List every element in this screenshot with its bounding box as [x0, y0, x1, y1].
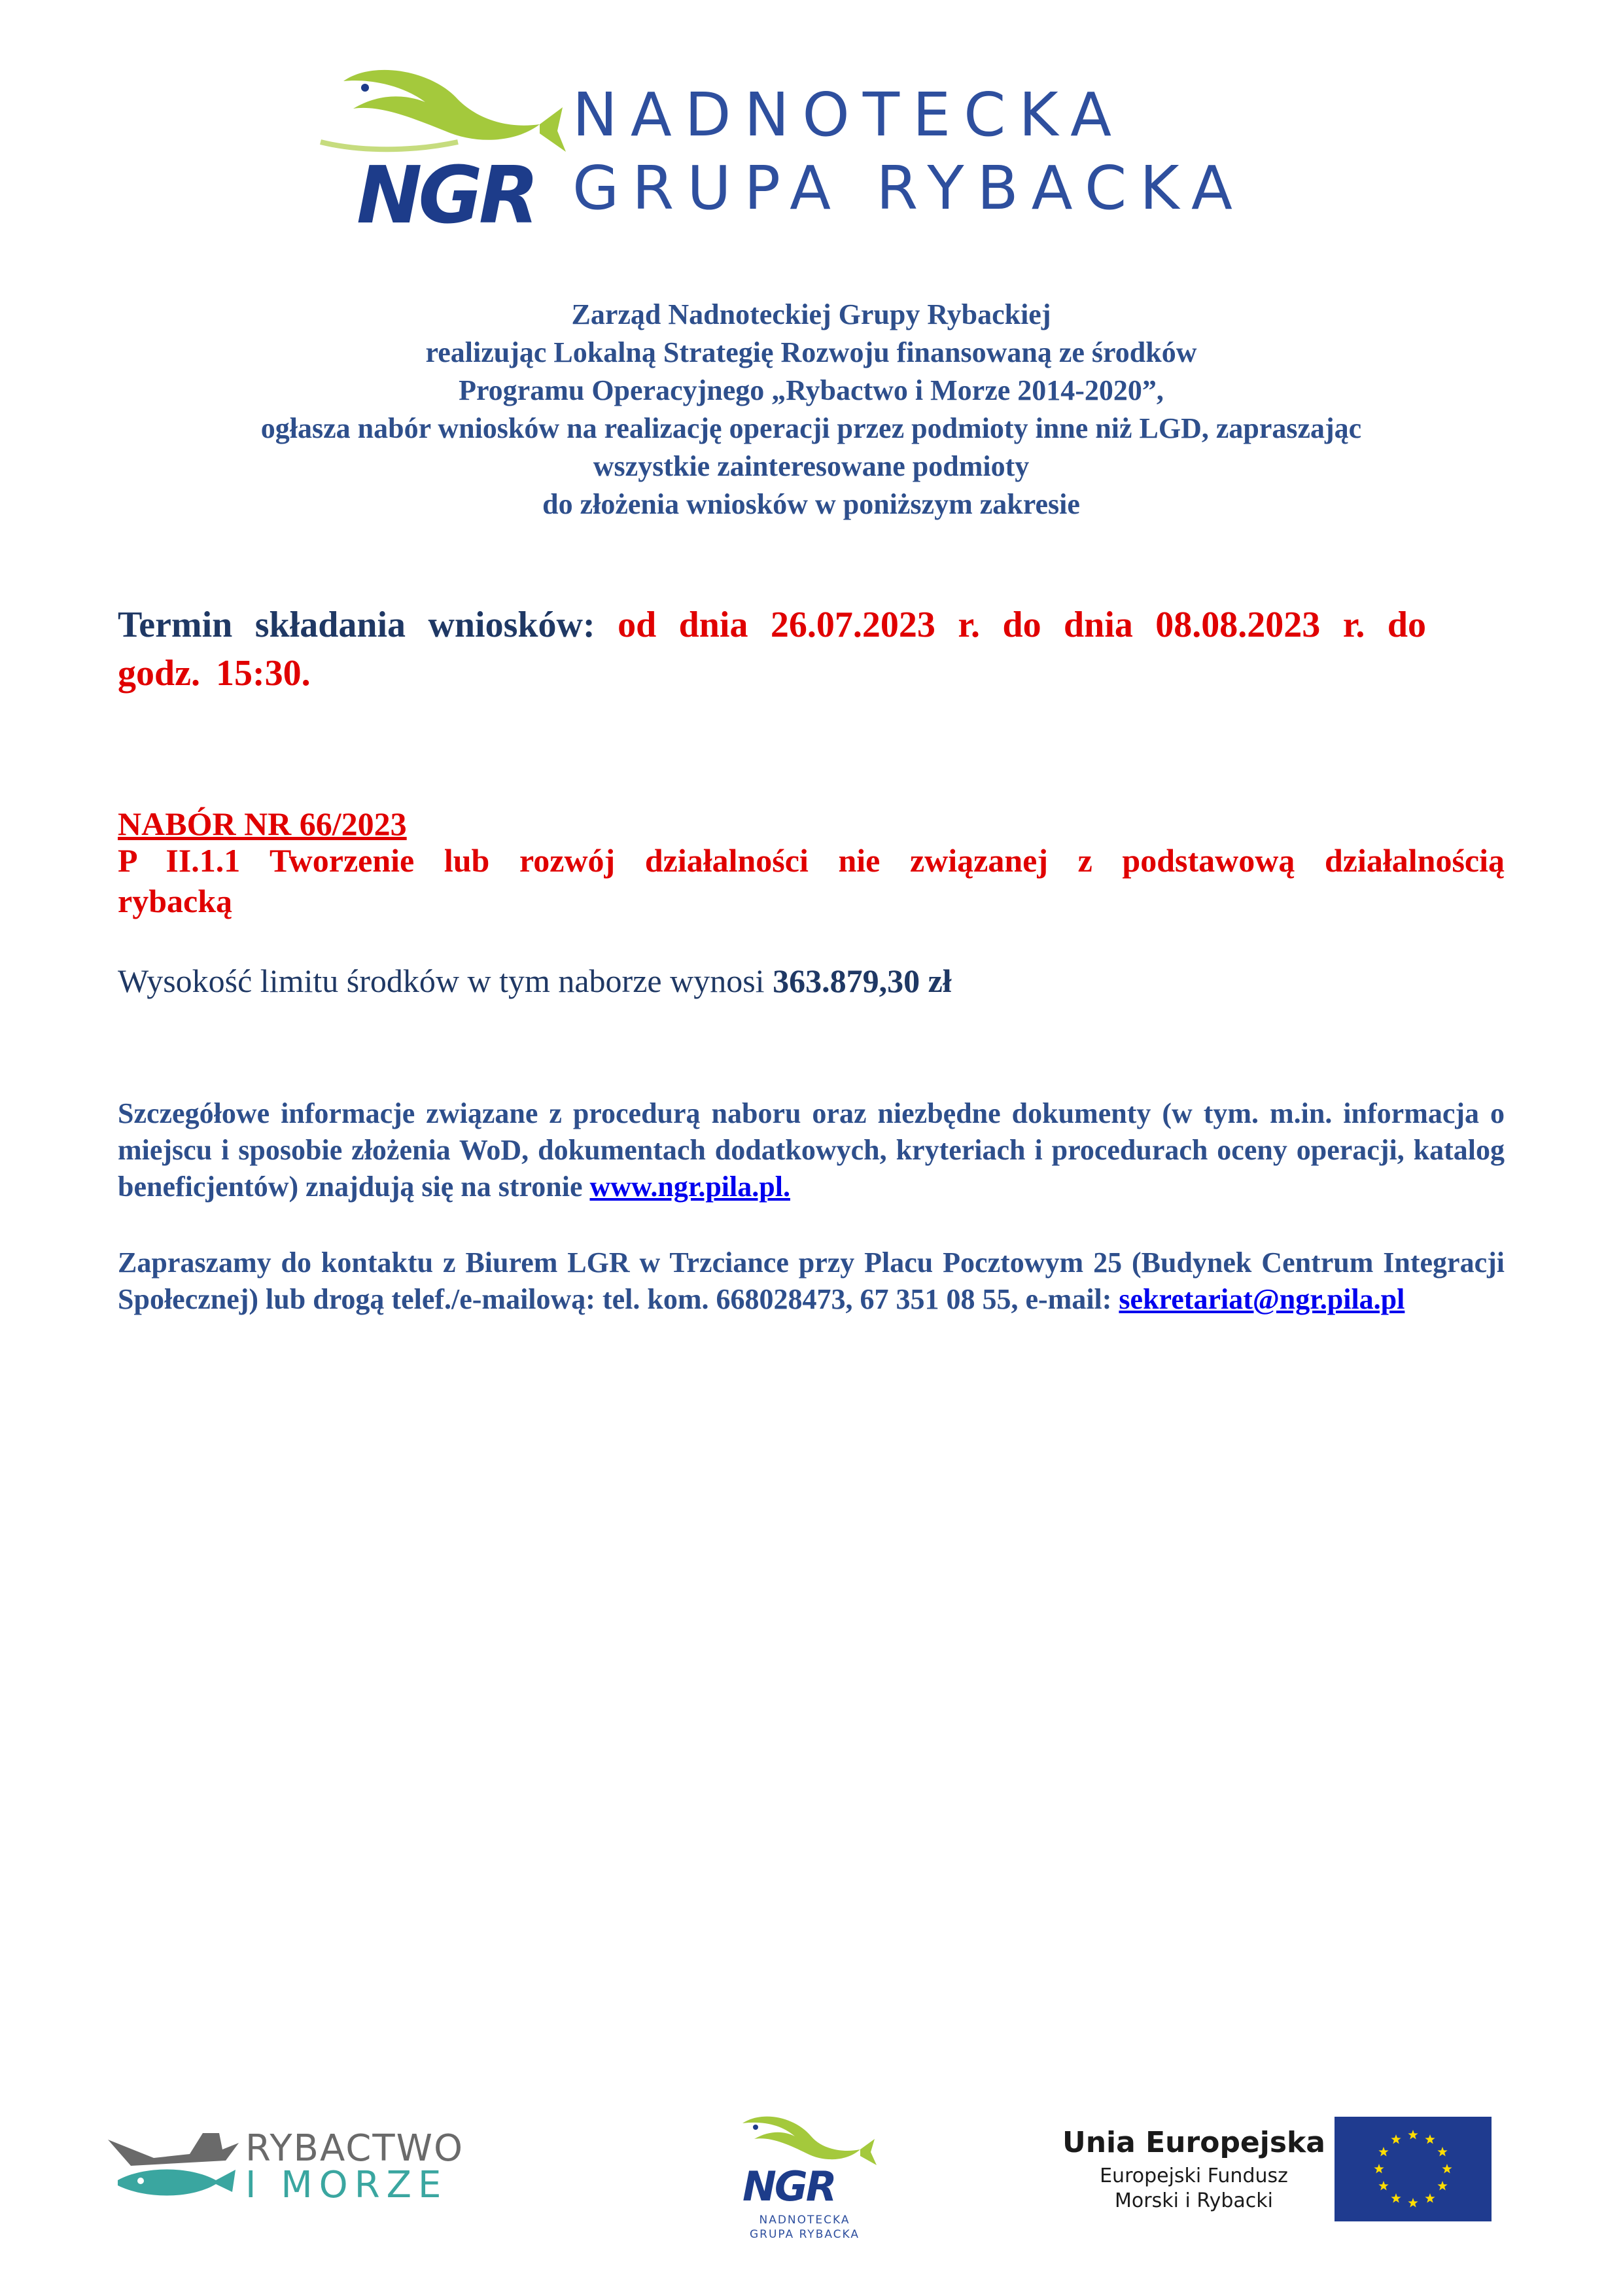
- website-link[interactable]: www.ngr.pila.pl.: [589, 1171, 790, 1203]
- eu-flag-icon: [1335, 2117, 1492, 2221]
- intro-line: do złożenia wniosków w poniższym zakresie: [542, 488, 1080, 520]
- limit-amount: 363.879,30 zł: [773, 963, 952, 999]
- intro-line: ogłasza nabór wniosków na realizację operacji przez podmioty inne niż LGD, zapraszając: [260, 412, 1362, 444]
- details-text: Szczegółowe informacje związane z procedurą naboru oraz niezbędne dokumenty (w tym. m.in. informacja o miejscu i sposobie złożenia WoD, dokumentach dodatkowych, kryteriach i procedurach oceny operacji, katalog beneficjentów) znajdują się na stronie: [118, 1097, 1505, 1203]
- ngr-footer-mark: NGR: [742, 2163, 835, 2210]
- nabor-description: P II.1.1 Tworzenie lub rozwój działalności nie związanej z podstawową działalnością rybacką: [118, 842, 1505, 919]
- logo-title-line1: NADNOTECKA: [572, 80, 1125, 150]
- rybactwo-text: RYBACTWO: [245, 2127, 464, 2170]
- i-morze-text: I MORZE: [245, 2164, 448, 2206]
- nabor-title: NABÓR NR 66/2023: [118, 805, 407, 842]
- ngr-footer-logo: [729, 2110, 880, 2241]
- ngr-logo-mark: NGR: [357, 150, 536, 241]
- contact-text: Zapraszamy do kontaktu z Biurem LGR w Trzciance przy Placu Pocztowym 25 (Budynek Centrum Integracji Społecznej) lub drogą telef./e-mailową: tel. kom. 668028473, 67 351 08 55, e-mail:: [118, 1246, 1505, 1315]
- intro-line: realizując Lokalną Strategię Rozwoju finansowaną ze środków: [425, 336, 1197, 368]
- ngr-footer-line1: NADNOTECKA: [759, 2214, 850, 2227]
- deadline: [118, 601, 1426, 698]
- eu-text: [1060, 2127, 1328, 2213]
- eu-title: Unia Europejska: [1062, 2126, 1325, 2159]
- header-logo: [281, 54, 1263, 243]
- intro-line: wszystkie zainteresowane podmioty: [593, 450, 1030, 482]
- limit-text: Wysokość limitu środków w tym naborze wynosi: [118, 963, 765, 999]
- funding-limit: [118, 961, 952, 1001]
- eu-fund-line1: Europejski Fundusz: [1100, 2164, 1288, 2187]
- details-paragraph: [118, 1095, 1505, 1205]
- rybactwo-i-morze-logo: [105, 2120, 464, 2206]
- ngr-footer-line2: GRUPA RYBACKA: [749, 2228, 860, 2241]
- contact-paragraph: [118, 1245, 1505, 1318]
- logo-title-line2: GRUPA RYBACKA: [572, 153, 1246, 223]
- intro-line: Programu Operacyjnego „Rybactwo i Morze 2014-2020”,: [459, 374, 1164, 406]
- eu-fund-line2: Morski i Rybacki: [1115, 2189, 1273, 2213]
- intro-block: [118, 296, 1505, 523]
- deadline-label: Termin składania wniosków:: [118, 605, 595, 645]
- deadline-value: od dnia 26.07.2023 r. do dnia 08.08.2023 r. do godz. 15:30.: [118, 605, 1426, 694]
- intro-line: Zarząd Nadnoteckiej Grupy Rybackiej: [571, 298, 1051, 330]
- fish-boat-icon: [105, 2120, 242, 2205]
- email-link[interactable]: sekretariat@ngr.pila.pl: [1119, 1283, 1405, 1315]
